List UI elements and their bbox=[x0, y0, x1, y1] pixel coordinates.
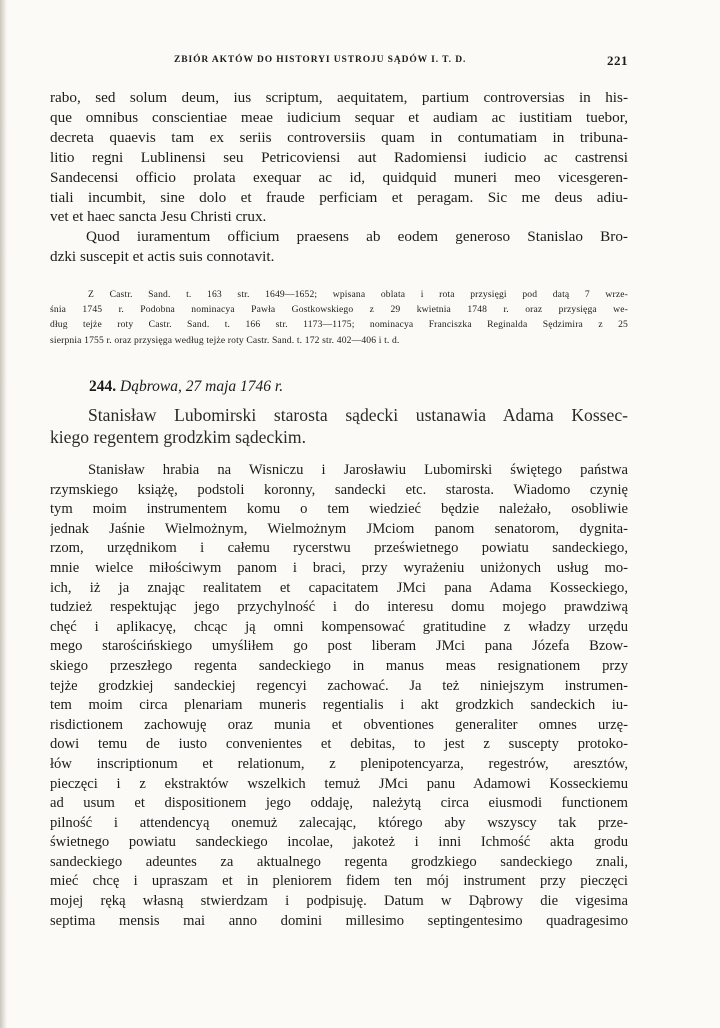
body-line: tejże grodzkiej sandeckiej regencyi zachować. Ja też niniejszym instrumen- bbox=[50, 677, 628, 694]
text-line: vet et haec sancta Jesu Christi crux. bbox=[50, 208, 267, 226]
text-line: tiali incumbit, sine dolo et fraude perficiam et peragam. Sic me deus adiu- bbox=[50, 188, 628, 206]
body-line: świetnego powiatu sandeckiego incolae, jakoteż i inni Ichmość akta grodu bbox=[50, 834, 628, 851]
body-line: mieć chcę i upraszam et in pleniorem fidem ten mój instrument przy pieczęci bbox=[50, 873, 628, 890]
note-line: śnia 1745 r. Podobna nominacya Pawła Gostkowskiego z 29 kwietnia 1748 r. oraz przysięga we- bbox=[50, 304, 628, 316]
document-date: 27 maja 1746 r. bbox=[185, 378, 284, 395]
body-line: sandeckiego adeuntes za aktualnego regenta grodzkiego sandeckiego znali, bbox=[50, 853, 628, 870]
body-line: risdictionem zachowuję oraz munia et obventiones generaliter omnes urzę- bbox=[50, 716, 628, 733]
body-line: pilność i attendencyą onemuż zalecając, którego aby wszyscy tak prze- bbox=[50, 814, 628, 831]
body-line: pieczęci i z ekstraktów wszelkich temuż JMci panu Adamowi Kosseckiemu bbox=[50, 775, 628, 792]
body-line: mego starościńskiego umyśliłem go post liberam JMci pana Józefa Bzow- bbox=[50, 638, 628, 655]
body-line: tym moim instrumentem komu o tem wiedzieć będzie należało, osobliwie bbox=[50, 501, 628, 518]
body-line: septima mensis mai anno domini millesimo septingentesimo quadragesimo bbox=[50, 912, 628, 929]
body-line: Stanisław hrabia na Wisniczu i Jarosławiu Lubomirski świętego państwa bbox=[88, 462, 628, 478]
body-line: rzymskiego książę, podstoli koronny, sandecki etc. starosta. Wiadomo czynię bbox=[50, 481, 628, 498]
latin-oath-text bbox=[50, 88, 628, 267]
document-body bbox=[50, 461, 628, 931]
body-line: ad usum et dispositionem jego oddaję, należytą circa eiusmodi functionem bbox=[50, 795, 628, 812]
body-line: chęć i aplikacyę, chcąc ją omni kompensować gratitudine z władzy urzędu bbox=[50, 618, 628, 635]
body-line: skiego przeszłego regenta sandeckiego in manus meas resignationem przy bbox=[50, 657, 628, 674]
text-line: rabo, sed solum deum, ius scriptum, aequitatem, partium controversias in his- bbox=[50, 89, 628, 106]
body-line: tem moim circa plenariam muneris regentialis i akt grodzkich sandeckich iu- bbox=[50, 697, 628, 714]
running-head-title: ZBIÓR AKTÓW DO HISTORYI USTROJU SĄDÓW I. T. D. bbox=[174, 55, 467, 65]
document-heading bbox=[89, 378, 283, 396]
text-line: litio regni Lublinensi seu Petricoviensi aut Radomiensi iudicio ac castrensi bbox=[50, 148, 628, 166]
body-line: mnie wielce miłościwym panom i braci, przy wyrażeniu uniżonych usług mo- bbox=[50, 559, 628, 576]
text-line: dzki suscepit et actis suis connotavit. bbox=[50, 248, 275, 266]
body-line: jednak Jaśnie Wielmożnym, Wielmożnym JMciom panom senatorom, dygnita- bbox=[50, 520, 628, 537]
source-note bbox=[50, 287, 628, 348]
note-line: dług tejże roty Castr. Sand. t. 166 str. 1173—1175; nominacya Franciszka Reginalda Sędzimira z 25 bbox=[50, 319, 628, 331]
page-number: 221 bbox=[607, 53, 628, 68]
body-line: mojej ręką własną stwierdzam i podpisuję. Datum w Dąbrowy die vigesima bbox=[50, 893, 628, 910]
page-edge-shadow bbox=[0, 0, 7, 1028]
text-line: Quod iuramentum officium praesens ab eodem generoso Stanislao Bro- bbox=[86, 228, 628, 246]
note-line: sierpnia 1755 r. oraz przysięga według tejże roty Castr. Sand. t. 172 str. 402—406 i t. d. bbox=[50, 334, 400, 346]
summary-line: Stanisław Lubomirski starosta sądecki ustanawia Adama Kossec- bbox=[88, 405, 628, 425]
body-line: łów inscriptionum et relationum, z plenipotencyarza, regestrów, aresztów, bbox=[50, 755, 628, 772]
body-line: dowi temu de iusto convenientes et debitas, to jest z suscepty protoko- bbox=[50, 736, 628, 753]
summary-line: kiego regentem grodzkim sądeckim. bbox=[50, 427, 307, 447]
document-summary bbox=[50, 404, 628, 448]
body-line: ich, iż ja znając realitatem et capacitatem JMci pana Adama Kosseckiego, bbox=[50, 579, 628, 596]
document-place: Dąbrowa, bbox=[120, 378, 182, 395]
text-line: que omnibus conscientiae meae iudicium sequar et audiam ac iustitiam tuebor, bbox=[50, 108, 628, 126]
document-number: 244. bbox=[89, 378, 117, 395]
text-line: Sandecensi officio prolata exequar ac id, quidquid muneri meo vicesgeren- bbox=[50, 168, 628, 186]
note-line: Z Castr. Sand. t. 163 str. 1649—1652; wpisana oblata i rota przysięgi pod datą 7 wrze- bbox=[88, 289, 628, 300]
body-line: rzom, urzędnikom i całemu rycerstwu prześwietnego powiatu sandeckiego, bbox=[50, 540, 628, 557]
text-line: decreta quaevis tam ex seriis controversiis quam in contumatiam in tribuna- bbox=[50, 128, 628, 146]
running-head bbox=[50, 55, 628, 71]
body-line: tudzież respektując jego przychylność i do interesu domu mojego prawdziwą bbox=[50, 599, 628, 616]
